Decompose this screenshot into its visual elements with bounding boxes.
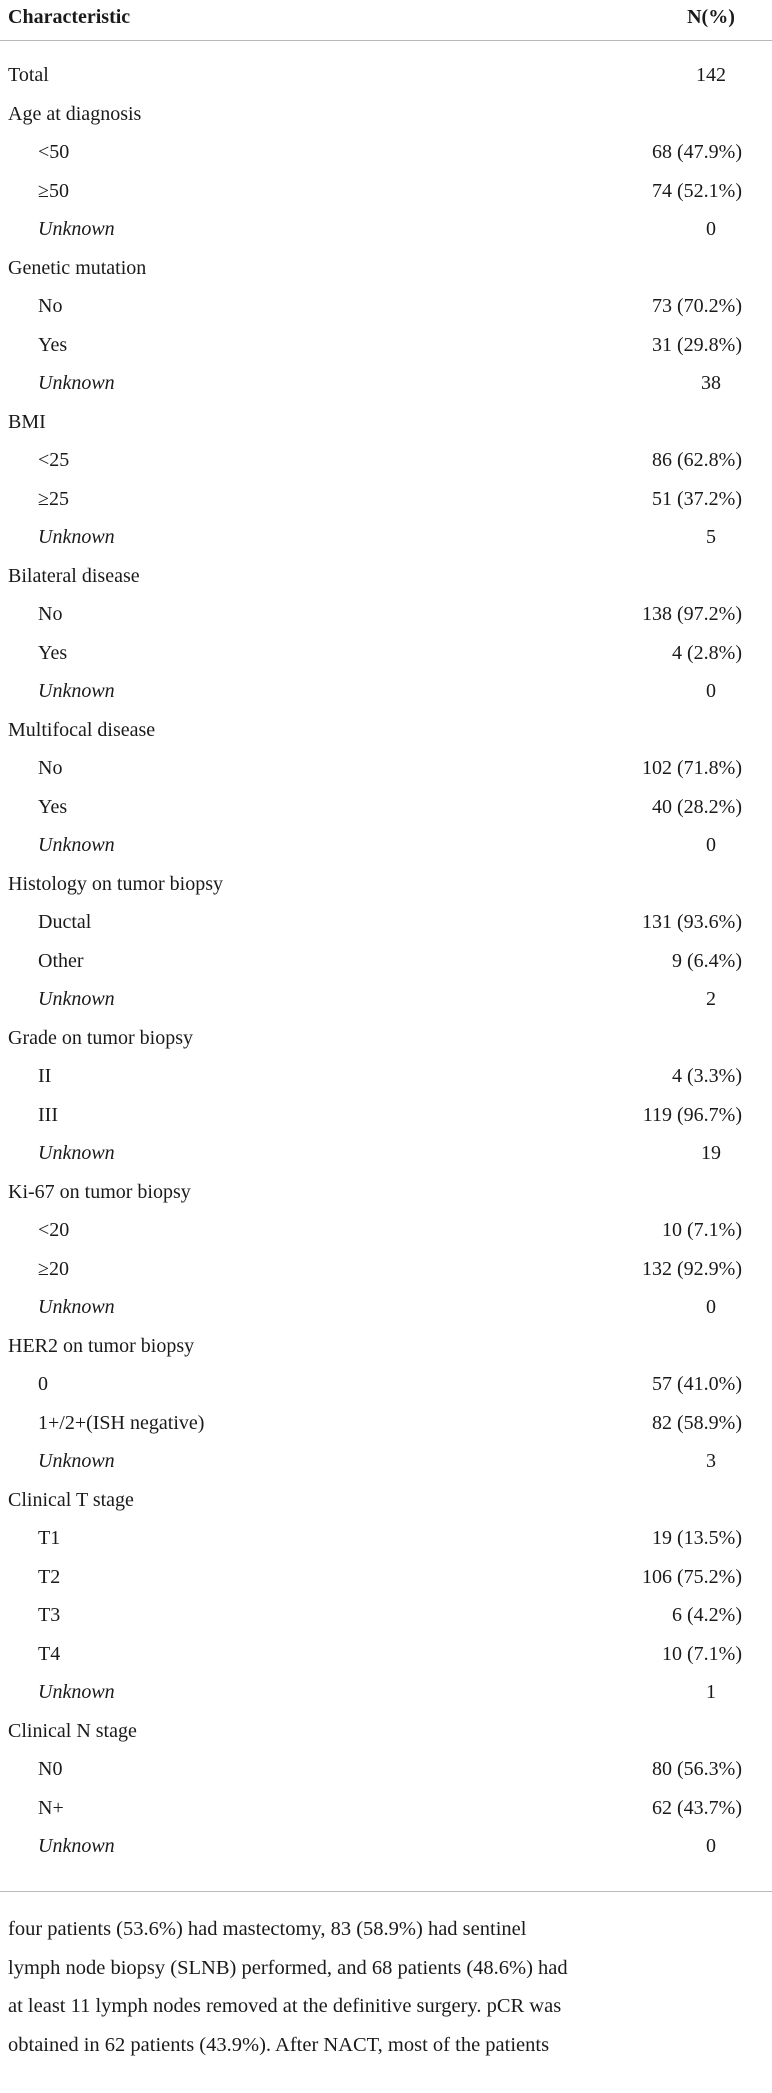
row-label: <50: [38, 141, 70, 163]
row-label: ≥50: [38, 179, 69, 202]
row-label: III: [38, 1103, 58, 1126]
row-value: 9 (6.4%): [672, 949, 742, 972]
table-row: [0, 603, 772, 648]
paragraph-line: lymph node biopsy (SLNB) performed, and 68 patients (48.6%) had: [8, 1956, 568, 1979]
row-label: Histology on tumor biopsy: [8, 872, 224, 895]
row-label: Ki-67 on tumor biopsy: [8, 1180, 191, 1203]
row-label: Unknown: [38, 1835, 115, 1857]
row-label: Grade on tumor biopsy: [8, 1026, 193, 1049]
table-row: [0, 1835, 772, 1880]
row-value: 19: [701, 1142, 721, 1164]
row-label: Clinical N stage: [8, 1719, 137, 1742]
row-label: Unknown: [38, 1142, 115, 1164]
row-value: 138 (97.2%): [642, 603, 742, 625]
row-value: 5: [706, 526, 716, 548]
row-label: Unknown: [38, 1681, 115, 1703]
row-label: Yes: [38, 641, 68, 664]
row-label: Unknown: [38, 526, 115, 548]
row-value: 119 (96.7%): [642, 1103, 742, 1126]
row-value: 38: [701, 372, 721, 394]
row-label: Yes: [38, 333, 68, 356]
row-value: 68 (47.9%): [652, 141, 742, 163]
table-row: [0, 911, 772, 956]
row-label: Unknown: [38, 1450, 115, 1472]
row-value: 0: [706, 218, 716, 240]
row-value: 1: [706, 1681, 716, 1703]
row-label: Multifocal disease: [8, 718, 156, 741]
row-label: Clinical T stage: [8, 1488, 134, 1511]
paragraph-line: at least 11 lymph nodes removed at the definitive surgery. pCR was: [8, 1995, 562, 2017]
row-value: 82 (58.9%): [652, 1411, 742, 1434]
row-label: T3: [38, 1604, 61, 1626]
row-value: 4 (3.3%): [672, 1065, 742, 1087]
table-row: [0, 333, 772, 379]
table-group-row: [0, 1180, 772, 1226]
row-label: Yes: [38, 795, 68, 818]
row-label: ≥25: [38, 487, 69, 510]
row-value: 0: [706, 680, 716, 702]
row-value: 31 (29.8%): [652, 333, 742, 356]
row-label: No: [38, 295, 63, 317]
row-value: 6 (4.2%): [672, 1604, 742, 1626]
paragraph-line: four patients (53.6%) had mastectomy, 83 (58.9%) had sentinel: [8, 1918, 527, 1940]
row-value: 132 (92.9%): [642, 1257, 742, 1280]
row-value: 86 (62.8%): [652, 449, 742, 471]
row-value: 40 (28.2%): [652, 795, 742, 818]
row-value: 10 (7.1%): [662, 1219, 742, 1241]
row-value: 80 (56.3%): [652, 1758, 742, 1780]
row-value: 0: [706, 1835, 716, 1857]
row-label: 0: [38, 1373, 48, 1395]
table-row: [0, 487, 772, 533]
table-row: [0, 949, 772, 995]
row-value: 0: [706, 834, 716, 856]
row-label: HER2 on tumor biopsy: [8, 1334, 195, 1357]
row-value: 19 (13.5%): [652, 1527, 742, 1549]
header-characteristic: Characteristic: [8, 6, 131, 28]
row-label: T1: [38, 1527, 61, 1549]
row-value: 142: [696, 64, 726, 86]
row-label: Genetic mutation: [8, 256, 147, 279]
row-label: Unknown: [38, 680, 115, 702]
table-row: [0, 1604, 772, 1649]
row-value: 2: [706, 988, 716, 1010]
header-n-percent: N(%): [687, 6, 735, 28]
row-label: Unknown: [38, 372, 115, 394]
row-label: N0: [38, 1758, 63, 1780]
table-row: [0, 1565, 772, 1611]
row-value: 3: [706, 1450, 716, 1472]
row-label: Unknown: [38, 988, 115, 1010]
row-label: Age at diagnosis: [8, 102, 142, 125]
row-label: T4: [38, 1642, 61, 1665]
paragraph-line: obtained in 62 patients (43.9%). After NACT, most of the patients: [8, 2033, 550, 2056]
row-label: Other: [38, 949, 84, 972]
table-row: [0, 1796, 772, 1842]
row-value: 102 (71.8%): [642, 757, 742, 779]
table-row: [0, 372, 772, 417]
row-label: <20: [38, 1219, 70, 1241]
row-value: 62 (43.7%): [652, 1796, 742, 1819]
table-header: [0, 0, 772, 44]
row-label: N+: [38, 1796, 64, 1819]
row-label: II: [38, 1065, 52, 1087]
row-value: 0: [706, 1296, 716, 1318]
row-label: BMI: [8, 410, 46, 433]
row-label: Unknown: [38, 1296, 115, 1318]
row-label: No: [38, 603, 63, 625]
table-row: [0, 1257, 772, 1303]
row-value: 51 (37.2%): [652, 487, 742, 510]
row-value: 74 (52.1%): [652, 179, 742, 202]
table-body: [0, 64, 772, 1880]
table-row: [0, 641, 772, 687]
row-label: Total: [8, 64, 49, 86]
row-value: 57 (41.0%): [652, 1373, 742, 1395]
table-row: [0, 179, 772, 225]
row-label: Unknown: [38, 218, 115, 240]
row-value: 106 (75.2%): [642, 1565, 742, 1588]
table-row: [0, 795, 772, 841]
row-label: ≥20: [38, 1257, 69, 1280]
table-row: [0, 1103, 772, 1149]
table-row: [0, 1411, 772, 1457]
row-label: Unknown: [38, 834, 115, 856]
row-label: T2: [38, 1565, 61, 1588]
header-rule: [0, 40, 772, 41]
body-paragraph: [8, 1910, 766, 2064]
row-label: 1+/2+(ISH negative): [38, 1411, 205, 1434]
row-value: 73 (70.2%): [652, 295, 742, 317]
row-label: Bilateral disease: [8, 564, 140, 587]
row-label: <25: [38, 449, 70, 471]
table-row: [0, 1642, 772, 1688]
row-value: 10 (7.1%): [662, 1642, 742, 1665]
table-group-row: [0, 1026, 772, 1072]
row-value: 4 (2.8%): [672, 641, 742, 664]
row-value: 131 (93.6%): [642, 911, 742, 933]
row-label: No: [38, 757, 63, 779]
row-label: Ductal: [38, 911, 92, 933]
table-bottom-rule: [0, 1891, 772, 1892]
